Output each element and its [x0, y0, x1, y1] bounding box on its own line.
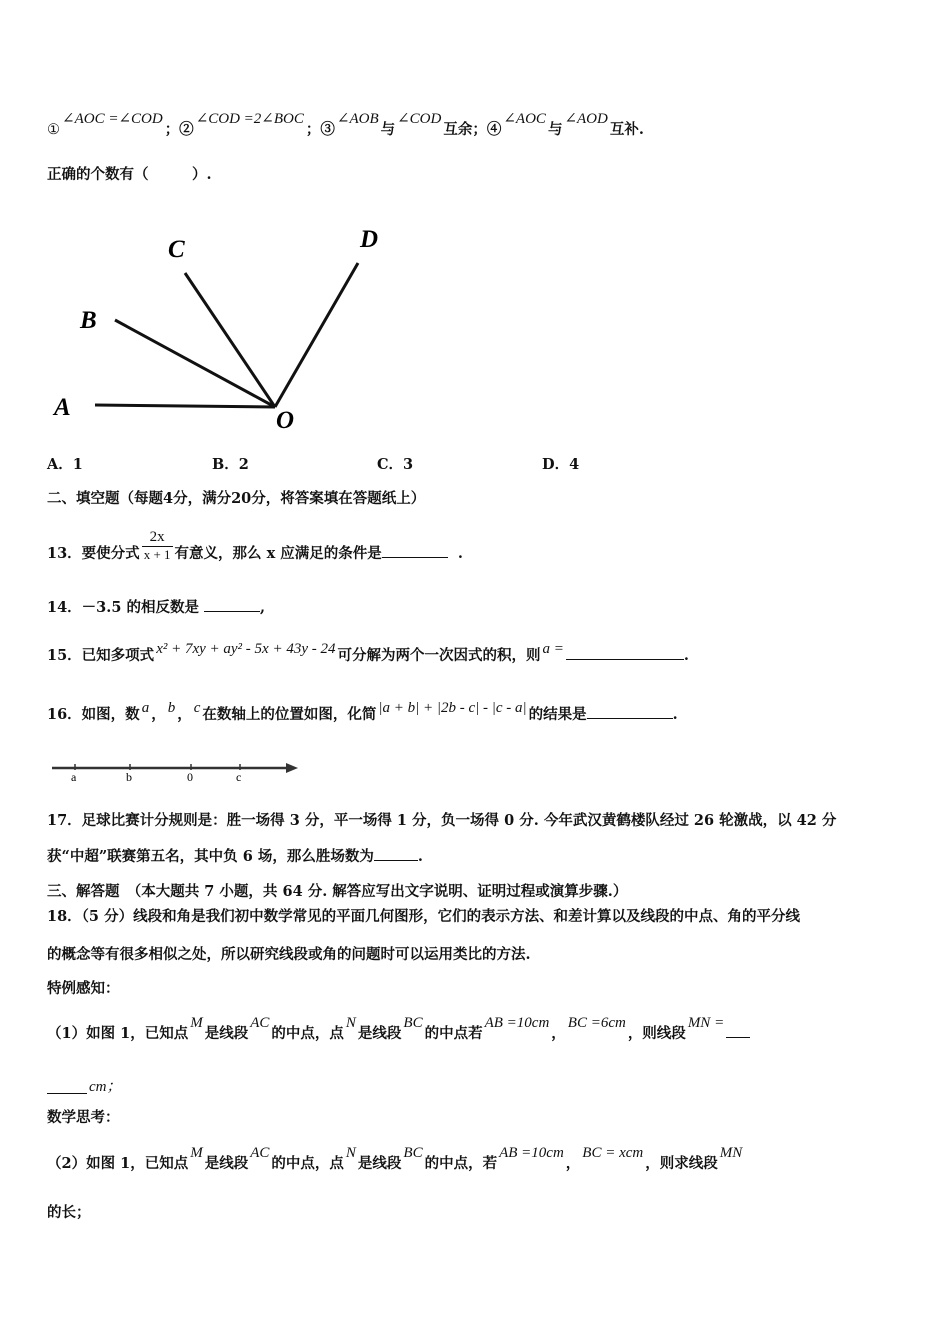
- option-a[interactable]: A．1: [47, 456, 83, 473]
- q13-end: .: [457, 545, 463, 562]
- separator: ；③: [305, 121, 335, 138]
- sep: ，: [177, 706, 192, 723]
- segment-bc: BC: [403, 1015, 423, 1031]
- text: 的中点，点: [271, 1155, 344, 1172]
- statement-1-mark: ①: [47, 122, 60, 138]
- text: 的中点若: [424, 1025, 483, 1042]
- q12-statements: [47, 111, 644, 139]
- variable-a: a =: [542, 641, 564, 657]
- statement-1-expr: ∠AOC =∠COD: [62, 111, 163, 127]
- answer-blank[interactable]: [587, 704, 673, 719]
- polynomial: x² + 7xy + ay² - 5x + 43y - 24: [156, 641, 336, 657]
- q12-options: [47, 453, 707, 474]
- text: ，: [565, 1155, 581, 1172]
- var-b: b: [167, 700, 176, 716]
- bc-value: BC =6cm: [567, 1015, 626, 1031]
- label-b: B: [80, 307, 97, 334]
- axis-arrow: [286, 763, 298, 773]
- section-3-header: 三、解答题 （本大题共 7 小题，共 64 分. 解答应写出文字说明、证明过程或演算步骤.）: [47, 883, 628, 900]
- option-c[interactable]: C．3: [377, 456, 414, 473]
- statement-4-angle-a: ∠AOC: [503, 111, 546, 127]
- q13: [47, 529, 463, 571]
- abs-expression: |a + b| + |2b - c| - |c - a|: [378, 700, 527, 716]
- axis-label-c: c: [236, 770, 242, 784]
- answer-blank[interactable]: [204, 597, 260, 612]
- text: ，则线段: [627, 1025, 686, 1042]
- label-a: A: [54, 394, 71, 421]
- q15-suffix: 可分解为两个一次因式的积，则: [337, 647, 541, 664]
- section-2-header: 二、填空题（每题4分，满分20分，将答案填在答题纸上）: [47, 490, 426, 507]
- q18-line1: 18．（5 分）线段和角是我们初中数学常见的平面几何图形，它们的表示方法、和差计算以及线段的中点、角的平分线: [47, 908, 801, 925]
- q18-part1-cont: [47, 1078, 124, 1099]
- text: 的中点，点: [271, 1025, 344, 1042]
- q16-prefix: 16．如图，数: [47, 706, 140, 723]
- axis-label-a: a: [71, 770, 77, 784]
- q16-end: .: [672, 706, 678, 723]
- q18-line2: 的概念等有很多相似之处，所以研究线段或角的问题时可以运用类比的方法.: [47, 946, 531, 963]
- q17-line1: 17．足球比赛计分规则是：胜一场得 3 分，平一场得 1 分，负一场得 0 分. 今年武汉黄鹤楼队经过 26 轮激战，以 42 分: [47, 812, 837, 829]
- number-line: [48, 758, 308, 786]
- q17-end: .: [417, 848, 423, 865]
- special-title: 特例感知：: [47, 980, 120, 997]
- q14-text: 14．－3.5 的相反数是: [47, 599, 199, 616]
- axis-label-0: 0: [187, 770, 193, 784]
- q18-part2: [47, 1145, 744, 1173]
- text: 是线段: [204, 1155, 249, 1172]
- text: 的中点，若: [424, 1155, 498, 1172]
- text: ，: [551, 1025, 566, 1042]
- bc-value: BC = xcm: [582, 1145, 644, 1161]
- q16-mid: 在数轴上的位置如图，化简: [202, 706, 377, 723]
- q16-suffix: 的结果是: [528, 706, 587, 723]
- ab-value: AB =10cm: [484, 1015, 550, 1031]
- statement-2-expr: ∠COD =2∠BOC: [195, 111, 304, 127]
- statement-3-angle-a: ∠AOB: [336, 111, 379, 127]
- q12-question: 正确的个数有（ ）.: [47, 166, 212, 183]
- unit-cm: cm；: [89, 1079, 122, 1095]
- axis-label-b: b: [126, 770, 132, 784]
- q17-text: 获“中超”联赛第五名，其中负 6 场，那么胜场数为: [47, 848, 374, 865]
- q18-part2-end: 的长；: [47, 1204, 91, 1221]
- ray-ob: [115, 320, 275, 407]
- var-a: a: [141, 700, 150, 716]
- ray-oa: [95, 405, 275, 407]
- ab-value: AB =10cm: [499, 1145, 564, 1161]
- point-n: N: [345, 1015, 356, 1031]
- point-m: M: [190, 1145, 203, 1161]
- mn-label: MN =: [687, 1015, 725, 1031]
- statement-4-angle-b: ∠AOD: [564, 111, 608, 127]
- fraction: [142, 529, 173, 563]
- q15-prefix: 15．已知多项式: [47, 647, 155, 664]
- text: 是线段: [357, 1155, 402, 1172]
- angle-figure: [40, 215, 400, 440]
- text: ，则求线段: [645, 1155, 718, 1172]
- answer-blank[interactable]: [726, 1023, 750, 1038]
- q13-prefix: 13．要使分式: [47, 545, 140, 562]
- fraction-numerator: 2x: [149, 529, 165, 545]
- sep: ，: [151, 706, 166, 723]
- mn-label: MN: [719, 1145, 743, 1161]
- ray-od: [275, 263, 358, 407]
- text: （2）如图 1，已知点: [47, 1155, 189, 1172]
- ray-oc: [185, 273, 275, 407]
- text: （1）如图 1，已知点: [47, 1025, 189, 1042]
- word-with: 与: [380, 121, 396, 138]
- answer-blank[interactable]: [566, 645, 684, 660]
- var-c: c: [193, 700, 201, 716]
- point-m: M: [190, 1015, 203, 1031]
- text: 是线段: [204, 1025, 249, 1042]
- q14-end: ,: [260, 599, 266, 616]
- option-b[interactable]: B．2: [212, 456, 249, 473]
- statement-4-relation: 互补.: [609, 121, 644, 138]
- separator: ；②: [164, 121, 194, 138]
- math-title: 数学思考：: [47, 1109, 120, 1126]
- option-d[interactable]: D．4: [542, 456, 580, 473]
- q15: [47, 641, 689, 665]
- segment-ac: AC: [250, 1015, 270, 1031]
- q16: [47, 700, 678, 724]
- q18-part1: [47, 1015, 750, 1043]
- q17-line2: [47, 845, 423, 866]
- statement-3-angle-b: ∠COD: [397, 111, 442, 127]
- label-c: C: [168, 236, 185, 263]
- answer-blank[interactable]: [47, 1079, 87, 1094]
- q13-suffix: 有意义，那么 x 应满足的条件是: [174, 545, 382, 562]
- word-with: 与: [547, 121, 563, 138]
- q15-end: .: [683, 647, 689, 664]
- segment-ac: AC: [250, 1145, 270, 1161]
- label-o: O: [276, 407, 295, 434]
- answer-blank[interactable]: [382, 543, 448, 558]
- q14: [47, 596, 265, 617]
- answer-blank[interactable]: [374, 846, 418, 861]
- label-d: D: [360, 226, 379, 253]
- segment-bc: BC: [403, 1145, 423, 1161]
- text: 是线段: [357, 1025, 402, 1042]
- statement-3-relation: 互余；④: [443, 121, 502, 138]
- point-n: N: [345, 1145, 356, 1161]
- fraction-denominator: x + 1: [143, 547, 171, 562]
